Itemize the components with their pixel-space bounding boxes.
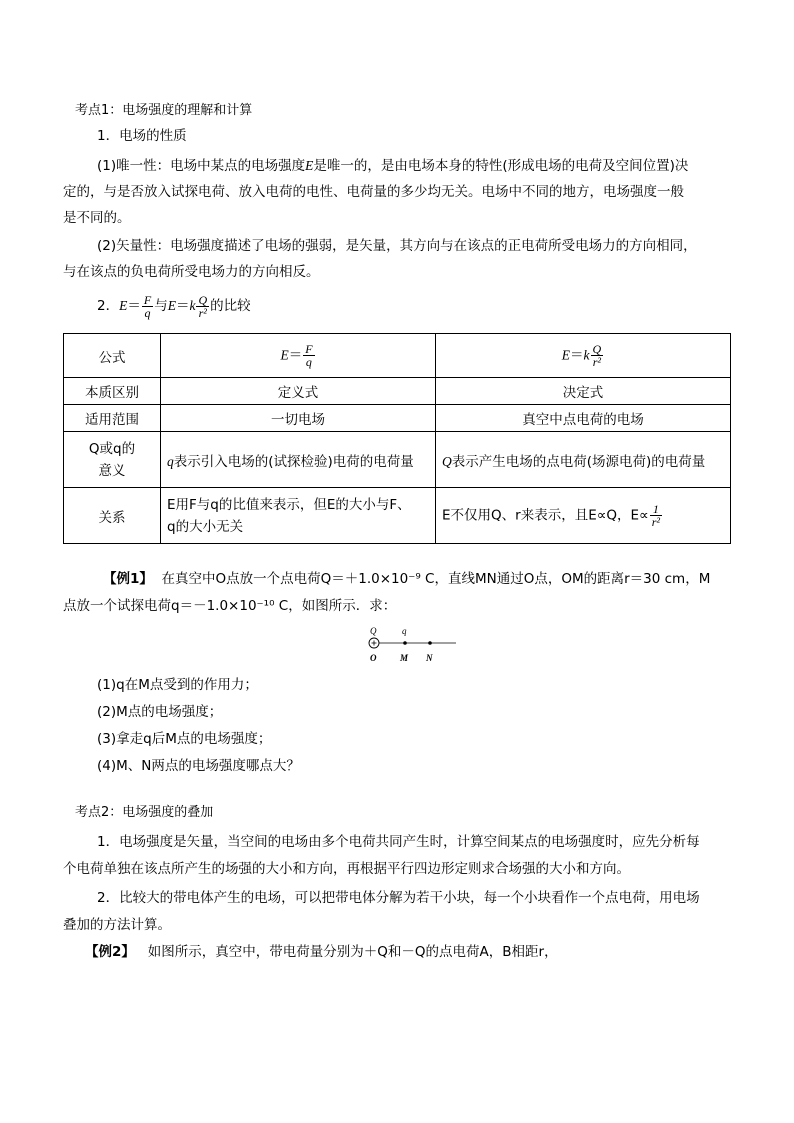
item2-eq: ＝ xyxy=(127,298,141,314)
paragraph-uniqueness-line3: 是不同的。 xyxy=(63,210,131,226)
cell-meaning-def xyxy=(161,432,436,488)
dec-k: k xyxy=(583,347,590,363)
comparison-table xyxy=(63,333,731,544)
item2-E1: E xyxy=(119,298,128,313)
def-E: E xyxy=(280,347,289,363)
section2-p1-line1: 1．电场强度是矢量，当空间的电场由多个电荷共同产生时，计算空间某点的电场强度时，应先分析每 xyxy=(97,834,700,850)
def-num: F xyxy=(305,342,313,356)
paragraph-uniqueness-line1 xyxy=(97,157,688,175)
cell-relation-label: 关系 xyxy=(64,488,161,544)
dec-eq: ＝ xyxy=(570,347,584,364)
cell-formula-def xyxy=(161,334,436,378)
example1-question4: (4)M、N两点的电场强度哪点大？ xyxy=(97,758,300,774)
p1-symbol-E: E xyxy=(305,158,314,173)
cell-formula-dec xyxy=(436,334,731,378)
cell-relation-dec xyxy=(436,488,731,544)
charge-line-diagram xyxy=(360,624,460,666)
paragraph-uniqueness-line2: 定的，与是否放入试探电荷、放入电荷的电性、电荷量的多少均无关。电场中不同的地方，电场强度一般 xyxy=(63,184,684,200)
cell-essence-dec: 决定式 xyxy=(436,378,731,405)
paragraph-vector-line1: (2)矢量性：电场强度描述了电场的强弱，是矢量，其方向与在该点的正电荷所受电场力的方向相同， xyxy=(97,238,697,254)
section2-heading: 考点2：电场强度的叠加 xyxy=(75,805,214,820)
relation-dec-text: E不仅用Q、r来表示，且E∝Q，E∝ xyxy=(442,507,649,524)
relation-frac-num: 1 xyxy=(650,503,662,516)
example1-tag: 【例1】 xyxy=(103,571,153,587)
meaning-dec-text: 表示产生电场的点电荷(场源电荷)的电荷量 xyxy=(451,453,706,470)
example1-question3: (3)拿走q后M点的电场强度； xyxy=(97,731,272,747)
table-row-relation xyxy=(64,488,731,544)
table-row-formula xyxy=(64,334,731,378)
p1-part-a: (1)唯一性：电场中某点的电场强度 xyxy=(97,158,306,174)
p1-part-b: 是唯一的，是由电场本身的特性(形成电场的电荷及空间位置)决 xyxy=(313,158,689,174)
item2-E2: E xyxy=(167,298,176,313)
label-Q: Q xyxy=(370,626,377,636)
item2-title xyxy=(97,293,251,319)
item2-k: k xyxy=(189,298,196,313)
def-frac xyxy=(303,343,314,368)
label-O: O xyxy=(370,653,377,663)
section2-p1-line2: 个电荷单独在该点所产生的场强的大小和方向，再根据平行四边形定则求合场强的大小和方向。 xyxy=(63,861,630,877)
dec-E: E xyxy=(561,347,571,363)
cell-scope-label: 适用范围 xyxy=(64,405,161,432)
relation-def-line2: q的大小无关 xyxy=(167,518,244,535)
cell-essence-label: 本质区别 xyxy=(64,378,161,405)
frac-num-Q: Q xyxy=(198,292,208,307)
example1-text: 在真空中O点放一个点电荷Q＝＋1.0×10⁻⁹ C，直线MN通过O点，OM的距离r＝30 cm，M xyxy=(161,571,711,587)
example1-question2: (2)M点的电场强度； xyxy=(97,704,223,720)
dec-frac xyxy=(591,343,604,368)
cell-relation-def xyxy=(161,488,436,544)
relation-dec-frac xyxy=(650,503,662,528)
frac-den-r2: r² xyxy=(198,305,207,320)
item2-frac-dec xyxy=(196,294,209,319)
cell-scope-dec: 真空中点电荷的电场 xyxy=(436,405,731,432)
cell-formula-label: 公式 xyxy=(64,334,161,378)
def-eq: ＝ xyxy=(288,347,303,364)
example1-line1 xyxy=(103,570,710,588)
meaning-def-var: q xyxy=(167,453,174,469)
example2-text: 如图所示，真空中，带电荷量分别为＋Q和－Q的点电荷A，B相距r， xyxy=(147,944,558,960)
cell-meaning-dec xyxy=(436,432,731,488)
item2-frac-def xyxy=(142,294,153,319)
section2-p2-line2: 叠加的方法计算。 xyxy=(63,917,171,933)
meaning-def-text: 表示引入电场的(试探检验)电荷的电荷量 xyxy=(173,453,414,470)
table-row-scope xyxy=(64,405,731,432)
item2-prefix: 2． xyxy=(97,298,120,314)
paragraph-vector-line2: 与在该点的负电荷所受电场力的方向相反。 xyxy=(63,264,320,280)
meaning-label-line2: 意义 xyxy=(98,462,126,479)
point-N xyxy=(428,641,432,645)
cell-scope-def: 一切电场 xyxy=(161,405,436,432)
relation-def-line1: E用F与q的比值来表示，但E的大小与F、 xyxy=(167,496,411,513)
item2-suffix: 的比较 xyxy=(210,298,251,314)
table-row-meaning xyxy=(64,432,731,488)
example1-question1: (1)q在M点受到的作用力； xyxy=(97,677,258,693)
example1-line2: 点放一个试探电荷q＝－1.0×10⁻¹⁰ C，如图所示．求： xyxy=(63,598,397,614)
dec-num: Q xyxy=(592,342,602,356)
section1-heading: 考点1：电场强度的理解和计算 xyxy=(75,103,253,118)
example2-line1 xyxy=(85,943,558,961)
meaning-dec-var: Q xyxy=(442,453,452,469)
frac-den-q: q xyxy=(144,305,151,320)
section2-p2-line1: 2．比较大的带电体产生的电场，可以把带电体分解为若干小块，每一个小块看作一个点电荷，用电场 xyxy=(97,890,700,906)
label-q: q xyxy=(402,626,407,636)
def-den: q xyxy=(305,355,312,369)
item1-title: 1．电场的性质 xyxy=(97,128,187,144)
item2-with: 与 xyxy=(154,298,168,314)
dec-den: r² xyxy=(592,355,601,369)
item2-eq2: ＝ xyxy=(175,298,190,314)
label-M: M xyxy=(400,653,409,663)
frac-num-F: F xyxy=(143,292,152,307)
cell-meaning-label xyxy=(64,432,161,488)
table-row-essence xyxy=(64,378,731,405)
cell-essence-def: 定义式 xyxy=(161,378,436,405)
meaning-label-line1: Q或q的 xyxy=(88,440,136,457)
example2-tag: 【例2】 xyxy=(85,944,135,960)
label-N: N xyxy=(426,653,433,663)
point-M xyxy=(403,641,407,645)
relation-frac-den: r² xyxy=(651,515,660,529)
